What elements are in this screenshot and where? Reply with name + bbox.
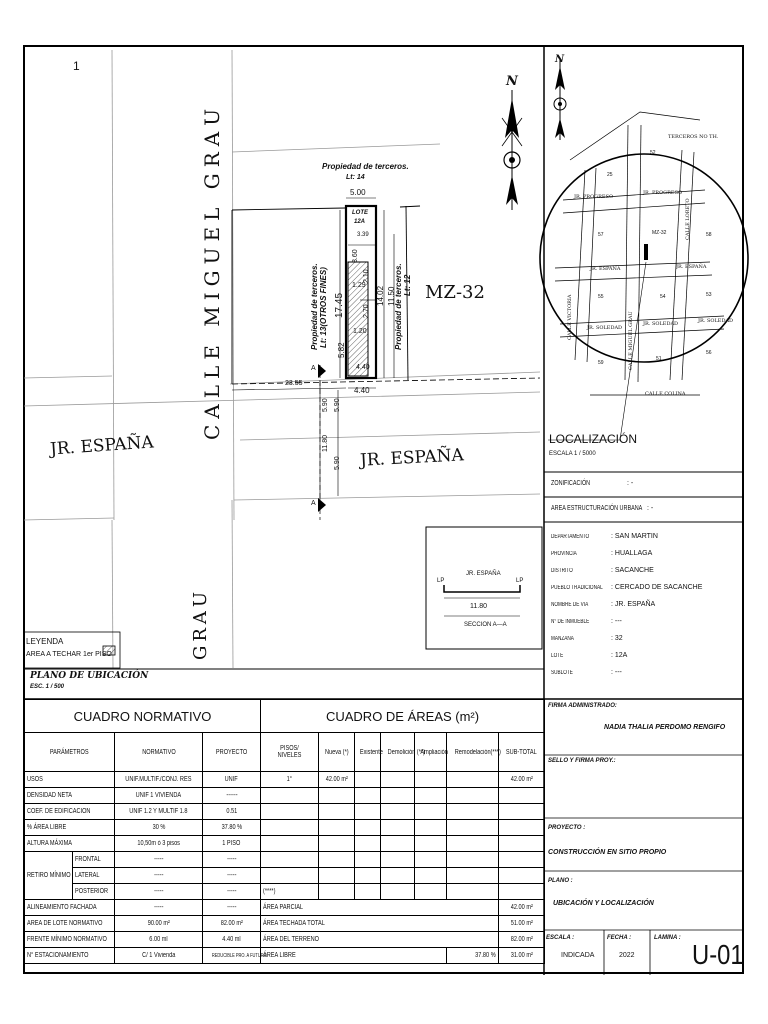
info-label-pueblo: PUEBLO TRADICIONAL (551, 585, 603, 591)
escala-label: ESCALA : (546, 935, 575, 941)
street-lines (24, 50, 540, 668)
map-label-10: CALLE MIGUEL GRAU (628, 311, 634, 370)
header-pisos: PISOS/ NIVELES (277, 745, 302, 759)
third-party-top-lot: Lt: 14 (346, 174, 365, 181)
legend-title: LEYENDA (26, 637, 64, 646)
third-party-left-lot: Lt: 13(OTROS FINES) (319, 267, 328, 348)
section-street: JR. ESPAÑA (466, 571, 501, 577)
location-scale: ESCALA 1 / 5000 (549, 451, 596, 457)
info-value-provincia: : HUALLAGA (611, 550, 653, 557)
info-label-lote: LOTE (551, 653, 564, 659)
north-label: N (506, 74, 518, 89)
map-label-52: 52 (650, 150, 656, 156)
info-value-lote: : 12A (611, 652, 628, 659)
section-mark-top: A (311, 365, 316, 372)
map-label-59: 59 (598, 360, 604, 366)
cuadro-areas: CUADRO DE ÁREAS (m²) PISOS/ NIVELES Nueva (*) Existente Demolición (**) Ampliación Remodelación(***) SUB-TOTAL 1° 42.00 m² 42.00 m² (****) ÁREA PARCIAL 42.00 m² ÁREA TECHADA TOTAL 51.00 m² ÁREA DEL TERRENO 82.00 m² ÁREA LIBRE 37.80 % 31.00 m² (260, 699, 545, 964)
zonificacion-value: : - (627, 480, 634, 487)
table-row: 1° 42.00 m² 42.00 m² (261, 772, 545, 788)
cuadro-normativo-title: CUADRO NORMATIVO (25, 700, 261, 733)
dim-1402: 14.02 (376, 285, 385, 306)
dim-1745: 17.45 (334, 292, 345, 318)
third-party-right-lot: Lt: 12 (403, 274, 412, 296)
marker: (****) (263, 888, 276, 895)
map-label-57: 57 (598, 232, 604, 238)
info-label-distrito: DISTRITO (551, 568, 573, 574)
area-value: : - (647, 505, 654, 512)
map-label-block: MZ-32 (652, 230, 667, 236)
map-label-9: CALLE VICTORIA (567, 294, 573, 340)
table-row: AREA DE LOTE NORMATIVO 90.00 m² 82.00 m² (25, 916, 261, 932)
dim-1180: 11.80 (322, 435, 329, 452)
table-row: POSTERIOR ----- ----- (25, 884, 261, 900)
info-value-distrito: : SACANCHE (611, 567, 654, 574)
plano-label: PLANO : (548, 878, 573, 884)
section-mark-bottom: A (311, 500, 316, 507)
plan-scale: ESC. 1 / 500 (30, 684, 65, 690)
dim-2355: 23.55 (285, 380, 303, 387)
info-value-pueblo: : CERCADO DE SACANCHE (611, 584, 703, 591)
street-name-grau-bottom: GRAU (190, 587, 211, 660)
map-label-11: CALLE LORETO (685, 198, 691, 240)
location-north-label: N (555, 54, 565, 65)
section-left-tag: LP (437, 578, 445, 584)
dim-590-c: 5.90 (334, 456, 341, 470)
map-label-53: 53 (706, 292, 712, 298)
north-arrow-icon (502, 90, 522, 210)
table-row: ALINEAMIENTO FACHADA ----- ----- (25, 900, 261, 916)
street-name-espana-right: JR. ESPAÑA (359, 445, 465, 471)
legend-item: AREA A TECHAR 1er PISO (26, 651, 112, 658)
info-label-via: NOMBRE DE VIA (551, 602, 589, 608)
map-label-2: JR. PROGRESO (643, 190, 683, 196)
dim-339: 3.39 (357, 232, 369, 238)
fecha-value: 2022 (619, 952, 635, 959)
map-label-56: 56 (706, 350, 712, 356)
header-normativo: NORMATIVO (141, 748, 176, 756)
table-row: ÁREA TECHADA TOTAL 51.00 m² (261, 916, 545, 932)
map-label-1: JR. PROGRESO (574, 194, 614, 200)
table-row: ALTURA MÁXIMA 10,50m ó 3 pisos 1 PISO (25, 836, 261, 852)
escala-value: INDICADA (561, 952, 595, 959)
section-title: SECCION A—A (464, 622, 507, 628)
area-label: AREA ESTRUCTURACIÓN URBANA (551, 505, 643, 512)
dim-440: 4.40 (356, 364, 370, 371)
table-row: FRENTE MÍNIMO NORMATIVO 6.00 ml 4.40 ml (25, 932, 261, 948)
dim-590-b: 5.90 (322, 398, 329, 412)
dim-360: 3.60 (352, 249, 359, 263)
table-row: LATERAL ----- ----- (25, 868, 261, 884)
table-row: ÁREA DEL TERRENO 82.00 m² (261, 932, 545, 948)
street-name-grau: CALLE MIGUEL GRAU (200, 102, 224, 440)
third-party-top: Propiedad de terceros. (322, 162, 409, 171)
lamina-label: LAMINA : (654, 935, 681, 941)
location-north-arrow-icon (554, 60, 566, 140)
table-row: N° ESTACIONAMIENTO C/ 1 Vivienda REDUCIBLE PRO. A FUTURO (25, 948, 261, 964)
sello-label: SELLO Y FIRMA PROY.: (548, 758, 616, 764)
table-row: % ÁREA LIBRE 30 % 37.80 % (25, 820, 261, 836)
retiro-label: RETIRO MÍNIMO (27, 872, 71, 879)
lot-label: LOTE (352, 210, 368, 216)
info-value-manzana: : 32 (611, 635, 623, 642)
dim-129: 1.29 (352, 282, 366, 289)
info-value-departamento: : SAN MARTIN (611, 533, 658, 540)
info-value-via: : JR. ESPAÑA (611, 601, 656, 608)
dim-210: 2.10 (363, 269, 370, 283)
lot-number: 12A (354, 219, 366, 225)
info-value-inmueble: : --- (611, 618, 622, 625)
map-label-55: 55 (598, 294, 604, 300)
map-label-54: 54 (660, 294, 666, 300)
info-value-sublote: : --- (611, 669, 622, 676)
dim-bottom-440: 4.40 (354, 386, 370, 395)
dim-590-a: 5.90 (334, 398, 341, 412)
table-row: ÁREA LIBRE 37.80 % 31.00 m² (261, 948, 545, 964)
plan-title: PLANO DE UBICACIÓN (30, 671, 149, 681)
map-label-5: JR. SOLEDAD (587, 325, 623, 331)
info-label-sublote: SUBLOTE (551, 670, 573, 676)
plano-value: UBICACIÓN Y LOCALIZACIÓN (553, 900, 654, 907)
table-row: DENSIDAD NETA UNIF 1 VIVIENDA ------ (25, 788, 261, 804)
dim-582: 5.82 (337, 342, 346, 358)
info-label-provincia: PROVINCIA (551, 551, 577, 557)
info-label-departamento: DEPARTAMENTO (551, 534, 590, 540)
table-row: COEF. DE EDIFICACION UNIF 1.2 Y MULTIF 1.8 0.51 (25, 804, 261, 820)
firma-label: FIRMA ADMINISTRADO: (548, 703, 617, 709)
block-label: MZ-32 (425, 282, 485, 303)
third-party-right: Propiedad de terceros. (394, 263, 403, 350)
table-row: RETIRO MÍNIMO FRONTAL ----- ----- (25, 852, 261, 868)
dim-270: 2.70 (363, 304, 370, 318)
sheet-marker: 1 (73, 59, 80, 73)
table-row: ÁREA PARCIAL 42.00 m² (261, 900, 545, 916)
lamina-value: U-01 (692, 939, 744, 970)
cuadro-areas-title: CUADRO DE ÁREAS (m²) (261, 700, 545, 733)
map-label-3: JR. ESPAÑA (590, 266, 621, 272)
zonificacion-label: ZONIFICACIÓN (551, 480, 591, 487)
location-title: LOCALIZACIÓN (549, 432, 638, 446)
map-label-25: 25 (607, 172, 613, 178)
location-map (540, 112, 748, 440)
header-parametros: PARÁMETROS (50, 748, 89, 756)
firma-name: NADIA THALIA PERDOMO RENGIFO (604, 724, 726, 731)
street-name-espana-left: JR. ESPAÑA (49, 432, 155, 460)
map-label-4: JR. ESPAÑA (676, 264, 707, 270)
section-width: 11.80 (470, 603, 487, 610)
header-proyecto: PROYECTO (215, 748, 248, 756)
map-label-58: 58 (706, 232, 712, 238)
dim-top-width: 5.00 (350, 188, 366, 197)
info-label-manzana: MANZANA (551, 636, 574, 642)
fecha-label: FECHA : (607, 935, 632, 941)
map-label-6: JR. SOLEDAD (643, 321, 679, 327)
map-label-0: TERCEROS NO TH. (668, 134, 719, 140)
map-label-7: JR. SOLEDAD (698, 318, 734, 324)
location-marker (644, 244, 648, 260)
table-row: USOS UNIF.MULTIF./CONJ. RES UNIF (25, 772, 261, 788)
cuadro-normativo (24, 699, 267, 964)
proyecto-value: CONSTRUCCIÓN EN SITIO PROPIO (548, 849, 667, 856)
dim-120: 1.20 (353, 328, 367, 335)
proyecto-label: PROYECTO : (548, 825, 586, 831)
dim-1150: 11.50 (387, 286, 396, 306)
map-label-51: 51 (656, 356, 662, 362)
map-label-8: CALLE COLINA (645, 391, 686, 397)
third-party-left: Propiedad de terceros. (310, 263, 319, 350)
info-label-inmueble: N° DE INMUEBLE (551, 619, 590, 625)
section-right-tag: LP (516, 578, 524, 584)
